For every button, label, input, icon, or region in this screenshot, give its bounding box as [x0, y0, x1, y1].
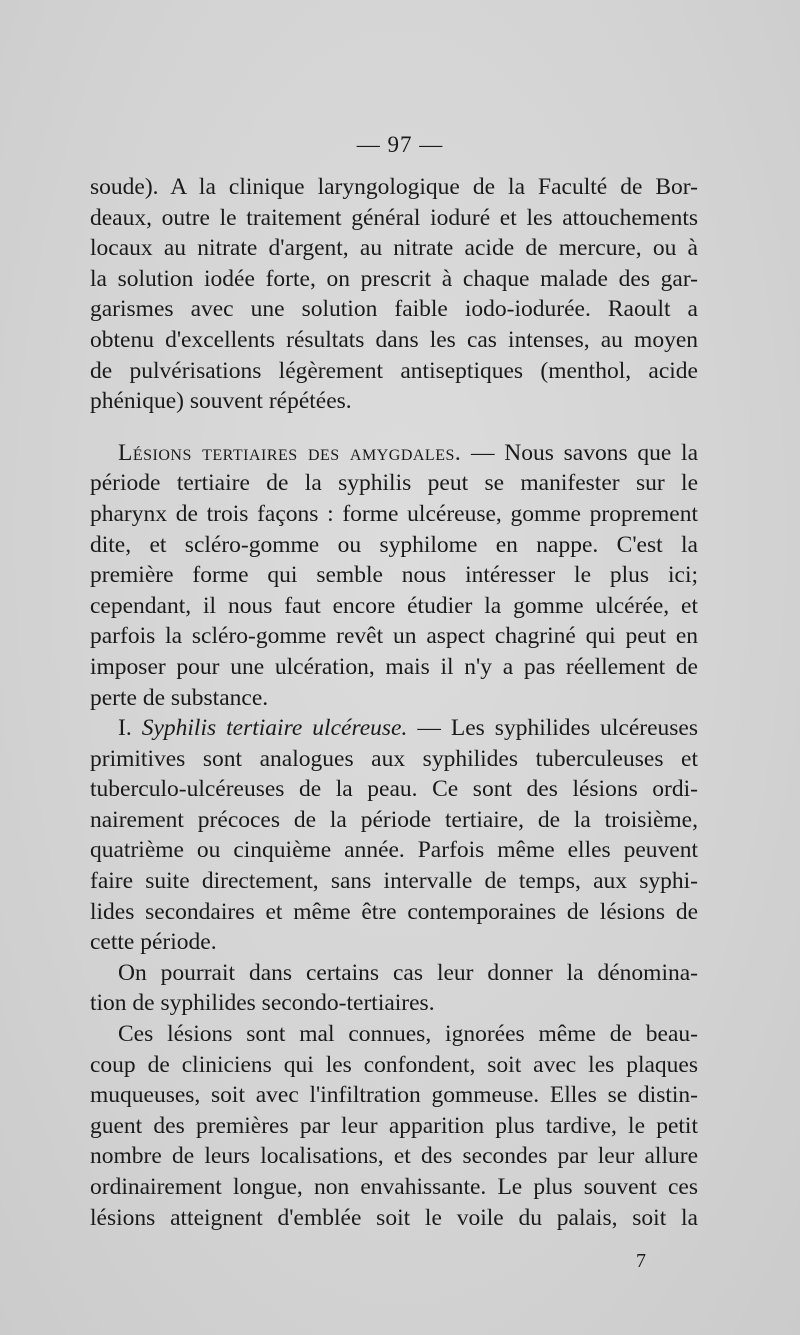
text-line: soude). A la clinique laryngologique de la Faculté de Bor-	[90, 174, 698, 200]
text-line: On pourrait dans certains cas leur donner la dénomina-	[118, 959, 698, 986]
paragraph	[90, 438, 698, 713]
text-line: pharynx de trois façons : forme ulcéreuse, gomme proprement	[90, 500, 698, 527]
text-run: — Les syphilides ulcéreuses	[407, 715, 698, 742]
text-line: période tertiaire de la syphilis peut se manifester sur le	[90, 470, 698, 497]
text-line: cette période.	[90, 929, 217, 956]
text-line: tuberculo-ulcéreuses de la peau. Ce sont des lésions ordi-	[90, 776, 698, 803]
text-line: phénique) souvent répétées.	[90, 388, 352, 415]
text-line: cependant, il nous faut encore étudier la gomme ulcérée, et	[90, 592, 698, 619]
text-line: garismes avec une solution faible iodo-iodurée. Raoult a	[90, 296, 698, 323]
text-line: locaux au nitrate d'argent, au nitrate acide de mercure, ou à	[90, 235, 698, 262]
text-line: dite, et scléro-gomme ou syphilome en nappe. C'est la	[90, 531, 698, 558]
text-line: deaux, outre le traitement général ioduré et les attouchements	[90, 204, 698, 231]
page-number: — 97 —	[356, 132, 444, 157]
text-line	[90, 713, 698, 744]
signature-mark: 7	[636, 1250, 646, 1272]
text-line: lides secondaires et même être contemporaines de lésions de	[90, 898, 698, 925]
text-line: parfois la scléro-gomme revêt un aspect chagriné qui peut en	[90, 623, 698, 650]
section-heading: Syphilis tertiaire ulcéreuse.	[141, 715, 408, 742]
text-line: ordinairement longue, non envahissante. Le plus souvent ces	[90, 1174, 698, 1200]
section-heading: Lésions tertiaires des amygdales.	[118, 439, 462, 466]
text-line: de pulvérisations légèrement antiseptiques (menthol, acide	[90, 357, 698, 384]
body-text	[90, 172, 698, 1233]
text-line: première forme qui semble nous intéresser le plus ici;	[90, 562, 698, 589]
text-line: lésions atteignent d'emblée soit le voile du palais, soit la	[90, 1204, 698, 1231]
paragraph	[90, 1019, 698, 1233]
text-line: guent des premières par leur apparition plus tardive, le petit	[90, 1112, 698, 1139]
paragraph	[90, 713, 698, 958]
text-line: obtenu d'excellents résultats dans les cas intenses, au moyen	[90, 326, 698, 353]
text-line: coup de cliniciens qui les confondent, soit avec les plaques	[90, 1051, 698, 1078]
text-line: imposer pour une ulcération, mais il n'y a pas réellement de	[90, 653, 698, 680]
text-line: faire suite directement, sans intervalle de temps, aux syphi-	[90, 868, 698, 895]
text-line: Ces lésions sont mal connues, ignorées même de beau-	[118, 1021, 698, 1048]
paragraph	[90, 958, 698, 1019]
text-run: — Nous savons que la	[461, 439, 698, 466]
section-numeral: I.	[118, 715, 142, 742]
text-line: perte de substance.	[90, 684, 269, 711]
paragraph	[90, 172, 698, 417]
text-line: muqueuses, soit avec l'infiltration gommeuse. Elles se distin-	[90, 1082, 698, 1109]
text-line: la solution iodée forte, on prescrit à chaque malade des gar-	[90, 265, 698, 292]
text-line: tion de syphilides secondo-tertiaires.	[90, 990, 435, 1017]
text-line: primitives sont analogues aux syphilides tuberculeuses et	[90, 745, 698, 772]
text-line: quatrième ou cinquième année. Parfois même elles peuvent	[90, 837, 698, 864]
text-line: nombre de leurs localisations, et des secondes par leur allure	[90, 1143, 698, 1170]
text-line	[90, 438, 698, 469]
text-line: nairement précoces de la période tertiaire, de la troisième,	[90, 806, 698, 833]
